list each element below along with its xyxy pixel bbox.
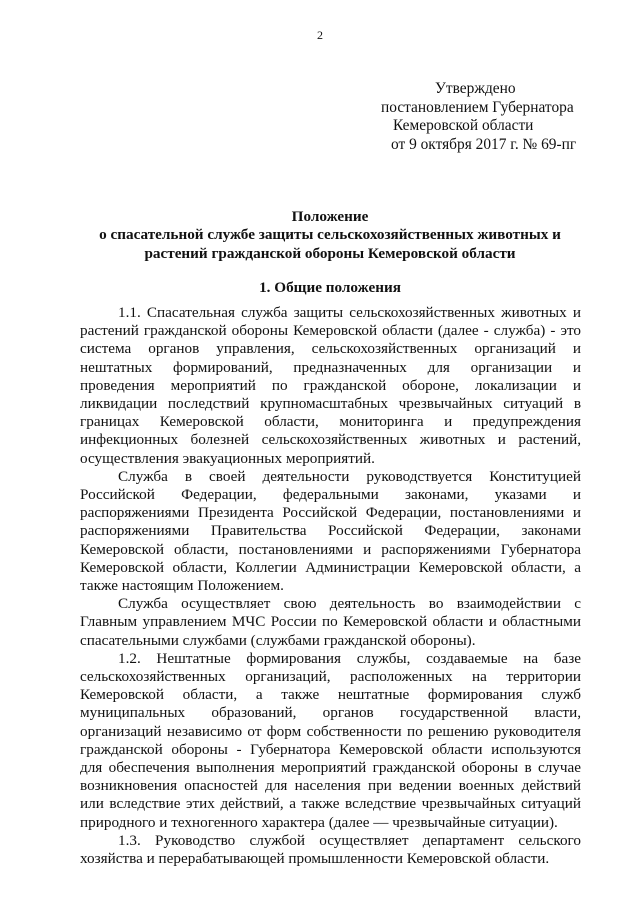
text-line: осуществления эвакуационных мероприятий. — [80, 449, 375, 467]
text-line: муниципальных образований, органов государственной власти, — [80, 704, 581, 722]
approval-line: от 9 октября 2017 г. № 69-пг — [391, 135, 577, 153]
text-line: также настоящим Положением. — [80, 577, 284, 595]
approval-line: постановлением Губернатора — [381, 98, 574, 116]
document-title — [90, 208, 570, 263]
text-line: система органов управления, сельскохозяйственных организаций и — [80, 340, 581, 358]
text-line: инфекционных болезней сельскохозяйственных животных и растений, — [80, 431, 581, 449]
text-line: организаций независимо от форм собственности по решению руководителя — [80, 722, 581, 740]
title-line: Положение — [291, 208, 369, 225]
title-line: о спасательной службе защиты сельскохозяйственных животных и — [99, 226, 561, 244]
section-heading: 1. Общие положения — [259, 279, 401, 296]
text-line: Служба осуществляет свою деятельность во взаимодействии с — [118, 595, 581, 613]
text-line: для обеспечения выполнения мероприятий гражданской обороны в случае — [80, 759, 581, 777]
paragraph-1-3 — [80, 832, 581, 868]
text-line: 1.2. Нештатные формирования службы, создаваемые на базе — [118, 649, 581, 667]
text-line: спасательными службами (службами гражданской обороны). — [80, 631, 476, 649]
text-line: границах Кемеровской области, мониторинга и предупреждения — [80, 413, 581, 431]
text-line: распоряжениями Президента Российской Федерации, постановлениями и — [80, 504, 581, 522]
text-line: Кемеровской области, а также нештатные формирования служб — [80, 686, 581, 704]
text-line: Российской Федерации, федеральными законами, указами и — [80, 486, 581, 504]
text-line: Служба в своей деятельности руководствуется Конституцией — [118, 467, 581, 485]
text-line: или вследствие этих действий, а также вследствие чрезвычайных ситуаций — [80, 795, 581, 813]
approval-block — [381, 80, 621, 154]
text-line: возникновения опасностей для населения при ведении военных действий — [80, 777, 581, 795]
paragraph-legal-basis — [80, 468, 581, 595]
approval-line: Утверждено — [435, 80, 516, 97]
document-body — [80, 304, 581, 868]
paragraph-1-1 — [80, 304, 581, 468]
text-line: растений гражданской обороны Кемеровской области (далее - служба) - это — [80, 322, 581, 340]
text-line: 1.3. Руководство службой осуществляет департамент сельского — [118, 831, 581, 849]
text-line: Главным управлением МЧС России по Кемеровской области и областными — [80, 613, 581, 631]
text-line: 1.1. Спасательная служба защиты сельскохозяйственных животных и — [118, 304, 581, 321]
page-number: 2 — [317, 28, 323, 42]
text-line: нештатных формирований, предназначенных для организации и — [80, 358, 581, 376]
paragraph-interaction — [80, 595, 581, 650]
text-line: распоряжениями Правительства Российской Федерации, законами — [80, 522, 581, 540]
text-line: ликвидации последствий крупномасштабных чрезвычайных ситуаций в — [80, 395, 581, 413]
text-line: проведения мероприятий по гражданской обороне, локализации и — [80, 376, 581, 394]
paragraph-1-2 — [80, 650, 581, 832]
approval-line: Кемеровской области — [393, 117, 534, 134]
title-line: растений гражданской обороны Кемеровской области — [144, 244, 516, 262]
text-line: гражданской обороны - Губернатора Кемеровской области используются — [80, 740, 581, 758]
text-line: Кемеровской области, Коллегии Администрации Кемеровской области, а — [80, 558, 581, 576]
text-line: Кемеровской области, постановлениями и распоряжениями Губернатора — [80, 540, 581, 558]
text-line: хозяйства и перерабатывающей промышленности Кемеровской области. — [80, 850, 550, 868]
text-line: природного и техногенного характера (далее — чрезвычайные ситуации). — [80, 813, 558, 831]
text-line: сельскохозяйственных организаций, расположенных на территории — [80, 668, 581, 686]
